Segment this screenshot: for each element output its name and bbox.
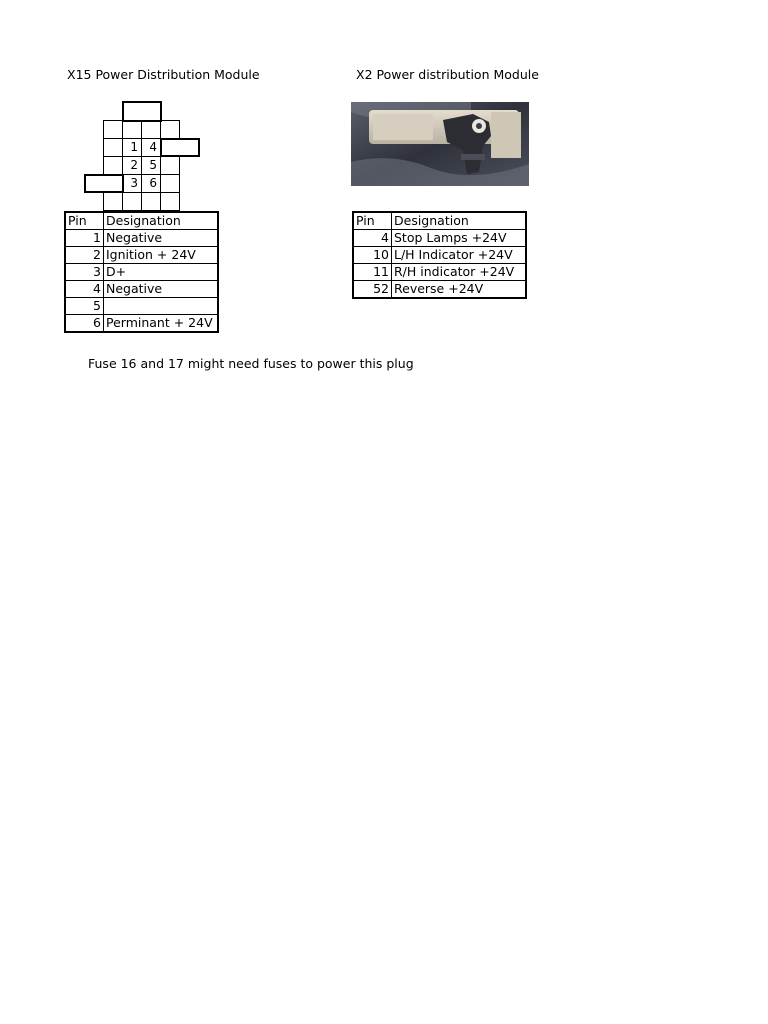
table-row bbox=[66, 315, 218, 332]
designation-header: Designation bbox=[392, 213, 526, 230]
connector-pin-1: 1 bbox=[122, 138, 142, 157]
pin-cell: 5 bbox=[66, 298, 104, 315]
pin-cell: 3 bbox=[66, 264, 104, 281]
table-row bbox=[66, 264, 218, 281]
pin-cell: 4 bbox=[354, 230, 392, 247]
connector-pin-5: 5 bbox=[141, 156, 161, 175]
connector-cell bbox=[160, 156, 180, 175]
designation-cell: R/H indicator +24V bbox=[392, 264, 526, 281]
connector-pin-6: 6 bbox=[141, 174, 161, 193]
designation-header: Designation bbox=[104, 213, 218, 230]
designation-cell: Negative bbox=[104, 281, 218, 298]
table-row bbox=[66, 247, 218, 264]
pin-cell: 2 bbox=[66, 247, 104, 264]
designation-cell: Reverse +24V bbox=[392, 281, 526, 298]
connector-cell bbox=[103, 120, 123, 139]
pin-cell: 10 bbox=[354, 247, 392, 264]
connector-pin-4: 4 bbox=[141, 138, 161, 157]
table-row bbox=[354, 247, 526, 264]
x2-connector-photo bbox=[351, 102, 529, 186]
designation-cell: Stop Lamps +24V bbox=[392, 230, 526, 247]
connector-cell bbox=[160, 120, 180, 139]
table-row bbox=[354, 281, 526, 298]
table-row bbox=[66, 298, 218, 315]
fuse-note: Fuse 16 and 17 might need fuses to power this plug bbox=[88, 356, 414, 371]
x2-pin-table bbox=[353, 212, 526, 298]
x15-title: X15 Power Distribution Module bbox=[67, 67, 260, 82]
designation-cell: L/H Indicator +24V bbox=[392, 247, 526, 264]
designation-cell: Perminant + 24V bbox=[104, 315, 218, 332]
pin-header: Pin bbox=[354, 213, 392, 230]
connector-cell bbox=[160, 192, 180, 211]
table-row bbox=[66, 230, 218, 247]
designation-cell: D+ bbox=[104, 264, 218, 281]
connector-cell bbox=[103, 138, 123, 157]
pin-header: Pin bbox=[66, 213, 104, 230]
pin-cell: 4 bbox=[66, 281, 104, 298]
pin-cell: 52 bbox=[354, 281, 392, 298]
table-row bbox=[66, 281, 218, 298]
connector-pin-2: 2 bbox=[122, 156, 142, 175]
connector-cell bbox=[122, 120, 142, 139]
table-header-row bbox=[66, 213, 218, 230]
connector-side-tab bbox=[160, 138, 200, 157]
connector-cell bbox=[141, 120, 161, 139]
pin-cell: 6 bbox=[66, 315, 104, 332]
connector-cell bbox=[103, 156, 123, 175]
table-row bbox=[354, 230, 526, 247]
connector-side-tab bbox=[84, 174, 124, 193]
table-header-row bbox=[354, 213, 526, 230]
connector-pin-3: 3 bbox=[122, 174, 142, 193]
connector-tab bbox=[122, 101, 162, 122]
connector-cell bbox=[122, 192, 142, 211]
connector-cell bbox=[103, 192, 123, 211]
designation-cell: Ignition + 24V bbox=[104, 247, 218, 264]
designation-cell bbox=[104, 298, 218, 315]
table-row bbox=[354, 264, 526, 281]
connector-cell bbox=[160, 174, 180, 193]
x15-pin-table bbox=[65, 212, 218, 332]
designation-cell: Negative bbox=[104, 230, 218, 247]
x2-title: X2 Power distribution Module bbox=[356, 67, 539, 82]
pin-cell: 11 bbox=[354, 264, 392, 281]
connector-cell bbox=[141, 192, 161, 211]
pin-cell: 1 bbox=[66, 230, 104, 247]
